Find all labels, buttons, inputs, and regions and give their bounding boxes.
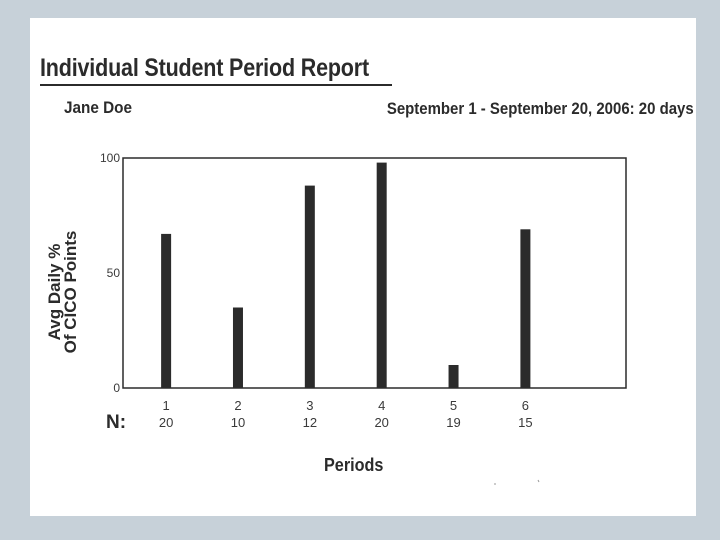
n-value-label: 12	[302, 415, 318, 430]
footer-mark	[538, 480, 539, 482]
y-axis-label-line2: Of CICO Points	[61, 230, 80, 354]
bar	[233, 308, 243, 389]
bar-chart	[30, 18, 696, 516]
x-tick-label: 6	[521, 398, 530, 413]
y-tick-label: 100	[99, 151, 120, 165]
x-tick-label: 1	[162, 398, 170, 413]
n-value-label: 20	[374, 415, 389, 430]
bar	[161, 234, 171, 388]
plot-frame	[123, 158, 626, 388]
x-tick-label: 2	[234, 398, 242, 413]
report-title: Individual Student Period Report	[40, 54, 369, 82]
report-card	[30, 18, 696, 516]
n-value-label: 19	[446, 415, 461, 430]
y-axis-label-line1: Avg Daily %	[45, 243, 64, 341]
date-range: September 1 - September 20, 2006: 20 days	[387, 99, 694, 118]
x-axis-label: Periods	[324, 455, 384, 475]
bar	[520, 229, 530, 388]
bar	[449, 365, 459, 388]
n-label: N:	[106, 412, 127, 433]
y-tick-label: 50	[106, 266, 120, 280]
bar	[377, 163, 387, 388]
x-tick-label: 4	[378, 398, 386, 413]
student-name: Jane Doe	[64, 98, 133, 117]
bar	[305, 186, 315, 388]
n-value-label: 10	[230, 415, 246, 430]
y-tick-label: 0	[113, 381, 120, 395]
x-tick-label: 5	[449, 398, 458, 413]
x-tick-label: 3	[306, 398, 314, 413]
n-value-label: 20	[158, 415, 174, 430]
n-value-label: 15	[518, 415, 533, 430]
